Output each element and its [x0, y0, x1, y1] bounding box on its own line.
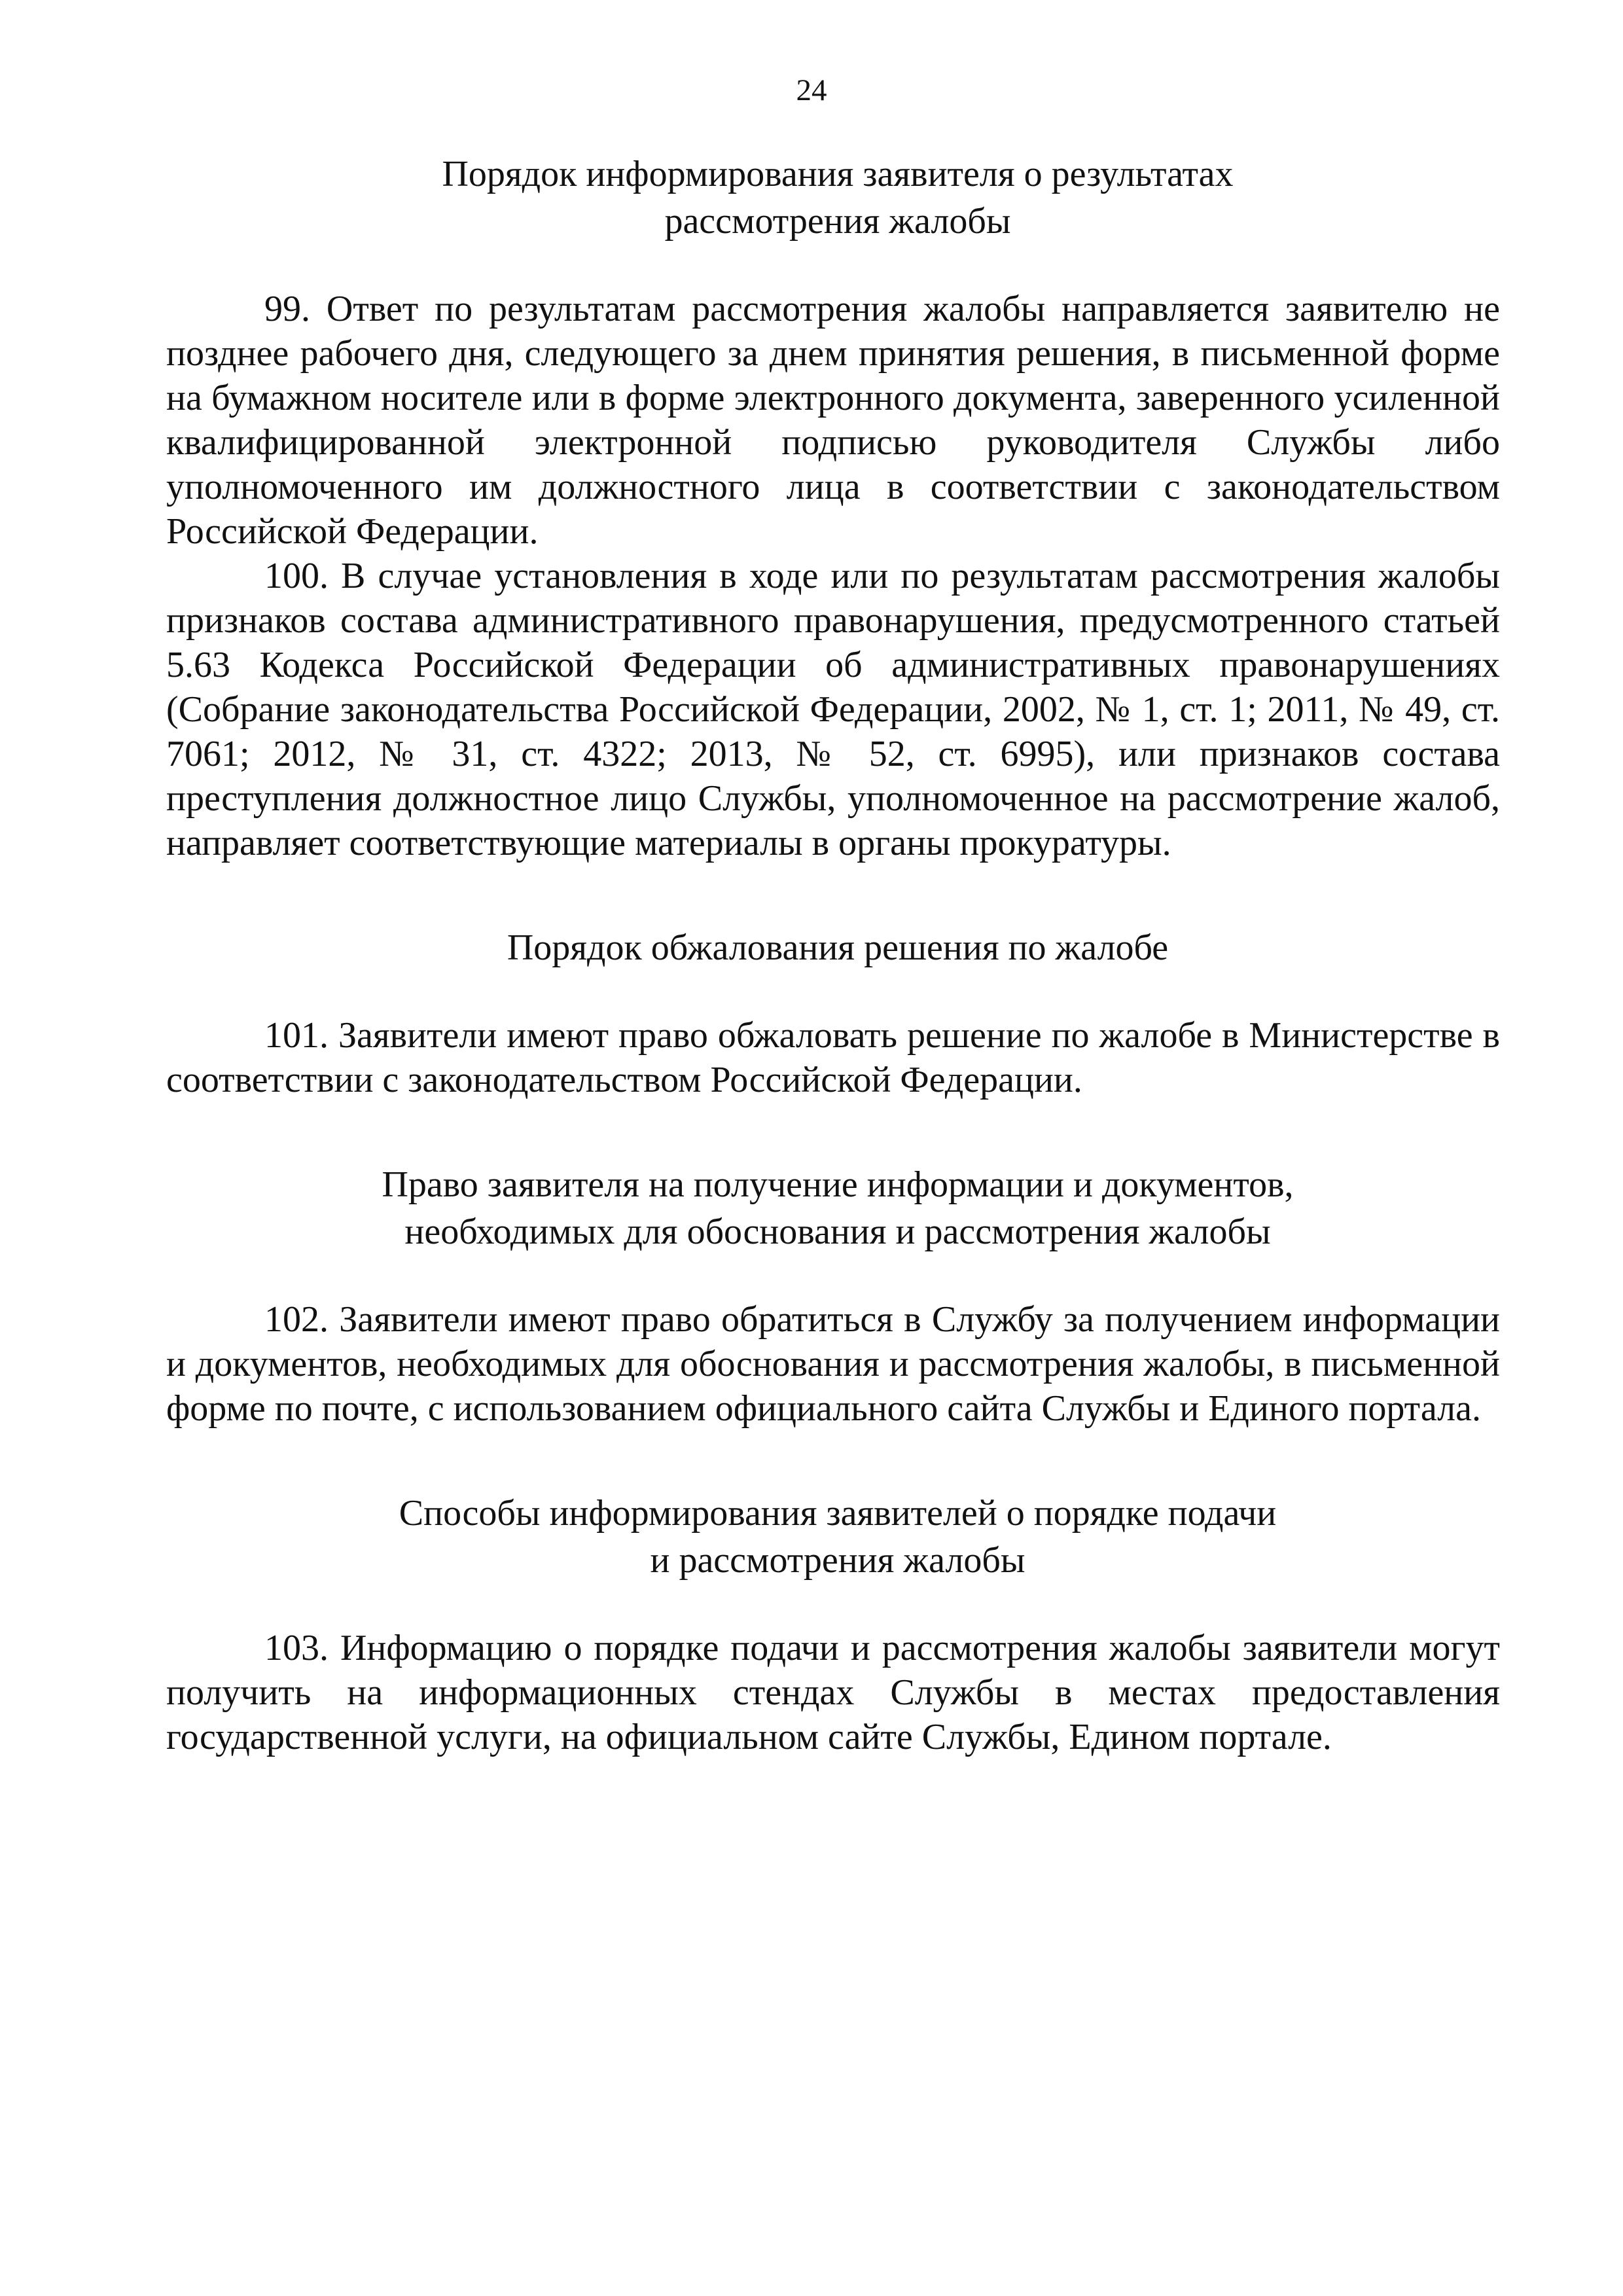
- heading-line: Способы информирования заявителей о порядке подачи: [399, 1493, 1277, 1534]
- section-heading: [166, 1161, 1500, 1255]
- section-heading: [166, 924, 1500, 971]
- heading-line: и рассмотрения жалобы: [650, 1540, 1026, 1581]
- paragraph-100: 100. В случае установления в ходе или по результатам рассмотрения жалобы признаков состава административного правонарушения, предусмотренного статьей 5.63 Кодекса Российской Федерации об административных правонарушениях (Собрание законодательства Российской Федерации, 2002, № 1, ст. 1; 2011, № 49, ст. 7061; 2012, № 31, ст. 4322; 2013, № 52, ст. 6995), или признаков состава преступления должностное лицо Службы, уполномоченное на рассмотрение жалоб, направляет соответствующие материалы в органы прокуратуры.: [166, 556, 1500, 863]
- paragraph-103: 103. Информацию о порядке подачи и рассмотрения жалобы заявители могут получить на информационных стендах Службы в местах предоставления государственной услуги, на официальном сайте Службы, Едином портале.: [166, 1628, 1500, 1757]
- paragraph-99: 99. Ответ по результатам рассмотрения жалобы направляется заявителю не позднее рабочего дня, следующего за днем принятия решения, в письменной форме на бумажном носителе или в форме электронного документа, заверенного усиленной квалифицированной электронной подписью руководителя Службы либо уполномоченного им должностного лица в соответствии с законодательством Российской Федерации.: [166, 289, 1500, 552]
- document-body: [166, 151, 1500, 1759]
- heading-line: Порядок информирования заявителя о результатах: [442, 154, 1234, 194]
- heading-line: Право заявителя на получение информации и документов,: [382, 1164, 1294, 1205]
- heading-line: рассмотрения жалобы: [664, 201, 1011, 242]
- heading-line: необходимых для обоснования и рассмотрения жалобы: [404, 1211, 1271, 1252]
- paragraph-102: 102. Заявители имеют право обратиться в Службу за получением информации и документов, необходимых для обоснования и рассмотрения жалобы, в письменной форме по почте, с использованием официального сайта Службы и Единого портала.: [166, 1299, 1500, 1429]
- heading-line: Порядок обжалования решения по жалобе: [507, 927, 1169, 968]
- section-heading: [166, 151, 1500, 245]
- page-number: 24: [796, 73, 827, 107]
- paragraph-101: 101. Заявители имеют право обжаловать решение по жалобе в Министерстве в соответствии с законодательством Российской Федерации.: [166, 1015, 1500, 1100]
- section-heading: [166, 1490, 1500, 1584]
